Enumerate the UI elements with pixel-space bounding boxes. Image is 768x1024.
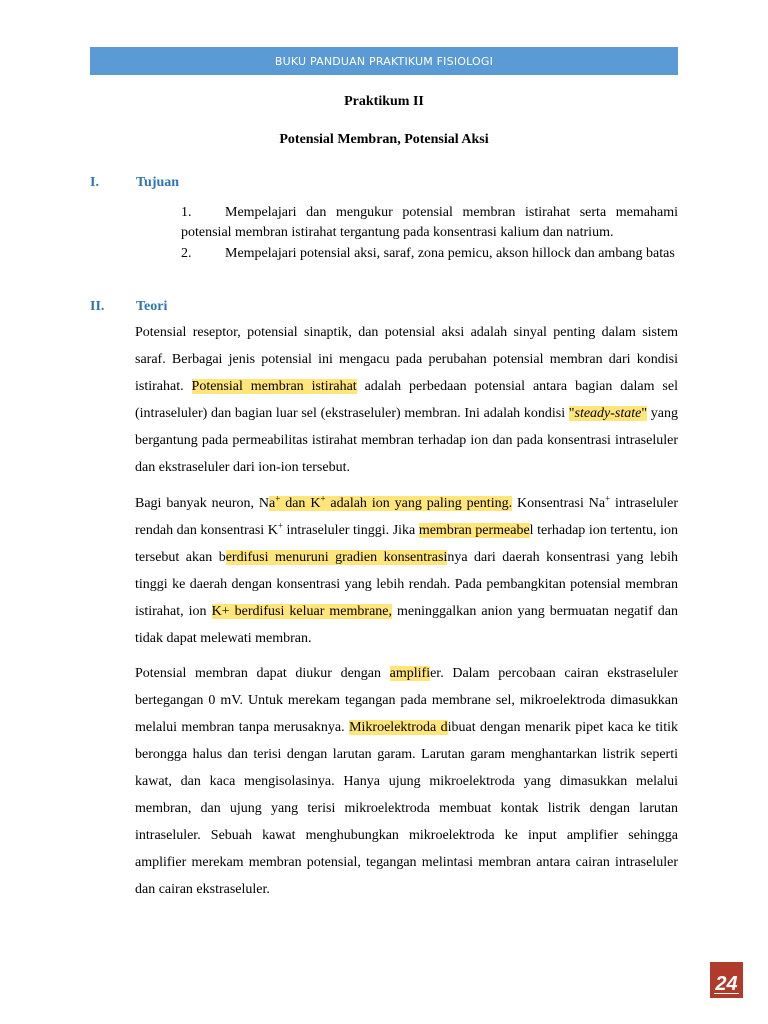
goal-item — [181, 244, 678, 264]
paragraph-3: Potensial membran dapat diukur dengan amplifier. Dalam percobaan cairan ekstraseluler bertegangan 0 mV. Untuk merekam tegangan pada membrane sel, mikroelektroda dimasukkan melalui membran tanpa merusaknya. Mikroelektroda dibuat dengan menarik pipet kaca ke titik berongga halus dan terisi dengan larutan garam. Larutan garam menghantarkan listrik seperti kawat, dan kaca mengisolasinya. Hanya ujung mikroelektroda yang dimasukkan melalui membran, dan ujung yang terisi mikroelektroda membuat kontak listrik dengan larutan intraseluler. Sebuah kawat menghubungkan mikroelektroda ke input amplifier sehingga amplifier merekam membran potensial, tegangan melintasi membran antara cairan intraseluler dan cairan ekstraseluler. — [135, 666, 678, 897]
practicum-number: Praktikum II — [344, 94, 424, 109]
highlight: erdifusi menuruni gradien konsentrasi — [225, 550, 448, 565]
page-number: 24 — [715, 973, 738, 995]
section-title-tujuan: Tujuan — [136, 175, 180, 190]
goal-text: Mempelajari dan mengukur potensial membran istirahat serta memahami potensial membran istirahat tergantung pada konsentrasi kalium dan natrium. — [181, 205, 678, 240]
highlight: "steady-state" — [568, 406, 648, 421]
goal-number: 2. — [181, 246, 192, 261]
paragraph-1: Potensial reseptor, potensial sinaptik, dan potensial aksi adalah sinyal penting dalam sistem saraf. Berbagai jenis potensial ini mengacu pada perubahan potensial membran dari kondisi istirahat. Potensial membran istirahat adalah perbedaan potensial antara bagian dalam sel (intraseluler) dan bagian luar sel (ekstraseluler) membran. Ini adalah kondisi "steady-state" yang bergantung pada permeabilitas istirahat membran terhadap ion dan pada konsentrasi intraseluler dan ekstraseluler dari ion-ion tersebut. — [135, 325, 678, 475]
running-header — [90, 47, 678, 75]
goal-item — [181, 203, 678, 243]
page-number-badge — [710, 962, 743, 998]
section-number-2: II. — [90, 299, 105, 314]
running-header-title: BUKU PANDUAN PRAKTIKUM FISIOLOGI — [274, 54, 494, 68]
practicum-topic: Potensial Membran, Potensial Aksi — [279, 132, 489, 147]
paragraph-2: Bagi banyak neuron, Na+ dan K+ adalah ion yang paling penting. Konsentrasi Na+ intraseluler rendah dan konsentrasi K+ intraseluler tinggi. Jika membran permeabel terhadap ion tertentu, ion tersebut akan berdifusi menuruni gradien konsentrasinya dari daerah konsentrasi yang lebih tinggi ke daerah dengan konsentrasi yang lebih rendah. Pada pembangkitan potensial membran istirahat, ion K+ berdifusi keluar membrane, meninggalkan anion yang bermuatan negatif dan tidak dapat melewati membran. — [135, 493, 679, 646]
goal-number: 1. — [181, 205, 192, 220]
goal-text: Mempelajari potensial aksi, saraf, zona pemicu, akson hillock dan ambang batas — [225, 246, 675, 261]
goals-list — [181, 203, 678, 264]
section-title-teori: Teori — [136, 299, 168, 314]
highlight: a+ dan K+ adalah ion yang paling penting. — [269, 493, 513, 511]
section-number-1: I. — [90, 175, 99, 190]
highlight: membran permeabe — [418, 523, 530, 538]
highlight: Mikroelektroda d — [349, 720, 448, 735]
highlight: K+ berdifusi keluar membrane, — [211, 604, 392, 619]
highlight: Potensial membran istirahat — [191, 379, 357, 394]
highlight: amplifi — [389, 666, 431, 681]
